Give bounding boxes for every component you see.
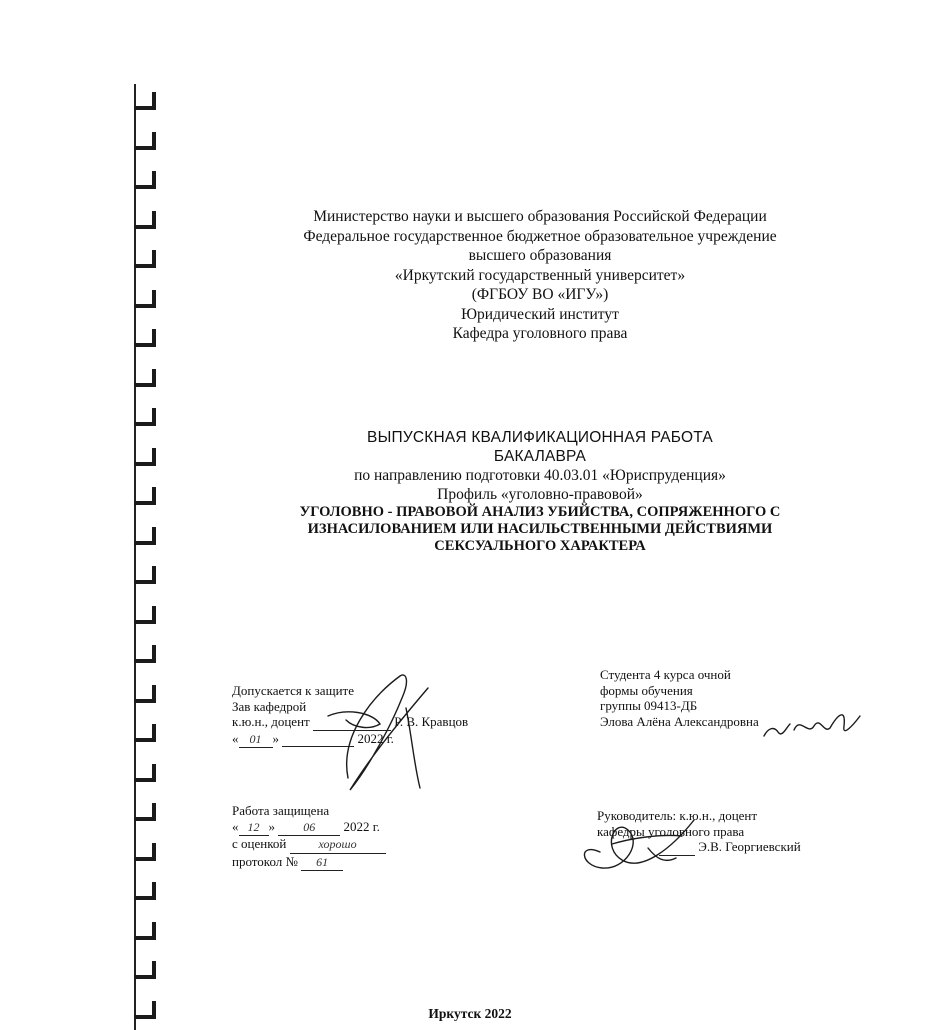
head-degree: к.ю.н., доцент xyxy=(232,714,310,729)
thesis-topic-line-2: ИЗНАСИЛОВАНИЕМ ИЛИ НАСИЛЬСТВЕННЫМИ ДЕЙСТВИЯМИ xyxy=(307,521,773,537)
defense-date-open: « xyxy=(232,818,239,834)
admission-date-year: 2022 г. xyxy=(357,730,394,746)
defense-date-year: 2022 г. xyxy=(343,818,380,834)
ministry-line: Министерство науки и высшего образования Российской Федерации xyxy=(313,208,767,225)
grade-label: с оценкой xyxy=(232,836,287,851)
binding-loop xyxy=(134,882,160,902)
supervisor-signature-scribble xyxy=(572,808,702,878)
admission-date-day: 01 xyxy=(239,732,273,749)
binding-loop xyxy=(134,369,160,389)
binding-loop xyxy=(134,724,160,744)
binding-loop xyxy=(134,645,160,665)
defense-date-day: 12 xyxy=(239,820,269,837)
protocol-number: 61 xyxy=(301,855,343,872)
binding-loop xyxy=(134,171,160,191)
education-level-line: высшего образования xyxy=(468,247,612,264)
binding-loop xyxy=(134,566,160,586)
thesis-title-block xyxy=(240,428,840,555)
city-year: Иркутск 2022 xyxy=(428,1006,512,1021)
grade-value: хорошо xyxy=(290,837,386,854)
binding-loop xyxy=(134,448,160,468)
admission-label: Допускается к защите xyxy=(232,683,354,698)
university-name: «Иркутский государственный университет» xyxy=(394,266,686,284)
defense-date-month: 06 xyxy=(278,820,340,837)
defended-label: Работа защищена xyxy=(232,803,330,818)
spiral-binding xyxy=(128,84,172,1030)
binding-loop xyxy=(134,961,160,981)
admission-date-open: « xyxy=(232,730,239,746)
binding-loop xyxy=(134,329,160,349)
thesis-topic-line-3: СЕКСУАЛЬНОГО ХАРАКТЕРА xyxy=(434,538,646,554)
university-abbrev: (ФГБОУ ВО «ИГУ») xyxy=(471,286,609,303)
institute-name: Юридический институт xyxy=(461,305,619,323)
supervisor-name: Э.В. Георгиевский xyxy=(698,839,801,854)
binding-loop xyxy=(134,487,160,507)
head-signature-scribble xyxy=(310,668,450,798)
institution-header xyxy=(230,207,850,344)
institution-type-line: Федеральное государственное бюджетное образовательное учреждение xyxy=(303,227,777,245)
binding-loop xyxy=(134,922,160,942)
student-signature-scribble xyxy=(760,706,870,746)
defense-block xyxy=(232,803,386,871)
head-of-department-label: Зав кафедрой xyxy=(232,698,307,714)
department-name: Кафедра уголовного права xyxy=(452,325,628,342)
binding-loop xyxy=(134,290,160,310)
work-type: ВЫПУСКНАЯ КВАЛИФИКАЦИОННАЯ РАБОТА xyxy=(367,429,713,446)
student-block xyxy=(600,667,759,729)
supervisor-title: Руководитель: к.ю.н., доцент xyxy=(597,808,758,823)
student-course: Студента 4 курса очной xyxy=(600,667,731,682)
degree-level: БАКАЛАВРА xyxy=(493,448,587,465)
protocol-label: протокол № xyxy=(232,853,298,869)
student-group: группы 09413-ДБ xyxy=(600,698,698,713)
binding-loop xyxy=(134,1001,160,1021)
binding-loop xyxy=(134,606,160,626)
admission-date-mid: » xyxy=(272,730,279,746)
student-form: формы обучения xyxy=(600,682,693,698)
thesis-topic-line-1: УГОЛОВНО - ПРАВОВОЙ АНАЛИЗ УБИЙСТВА, СОПРЯЖЕННОГО С xyxy=(299,504,781,520)
binding-loop xyxy=(134,408,160,428)
binding-loop xyxy=(134,527,160,547)
binding-loop xyxy=(134,250,160,270)
defense-date-mid: » xyxy=(268,818,275,834)
binding-loop xyxy=(134,211,160,231)
study-direction: по направлению подготовки 40.03.01 «Юриспруденция» xyxy=(354,467,726,484)
binding-loop xyxy=(134,803,160,823)
binding-loop xyxy=(134,132,160,152)
binding-loop xyxy=(134,843,160,863)
binding-loop xyxy=(134,764,160,784)
study-profile: Профиль «уголовно-правовой» xyxy=(437,486,643,503)
binding-loop xyxy=(134,92,160,112)
binding-loop xyxy=(134,685,160,705)
student-name: Элова Алёна Александровна xyxy=(600,713,759,729)
supervisor-department: кафедры уголовного права xyxy=(597,823,745,839)
head-name: Р. В. Кравцов xyxy=(394,714,469,729)
